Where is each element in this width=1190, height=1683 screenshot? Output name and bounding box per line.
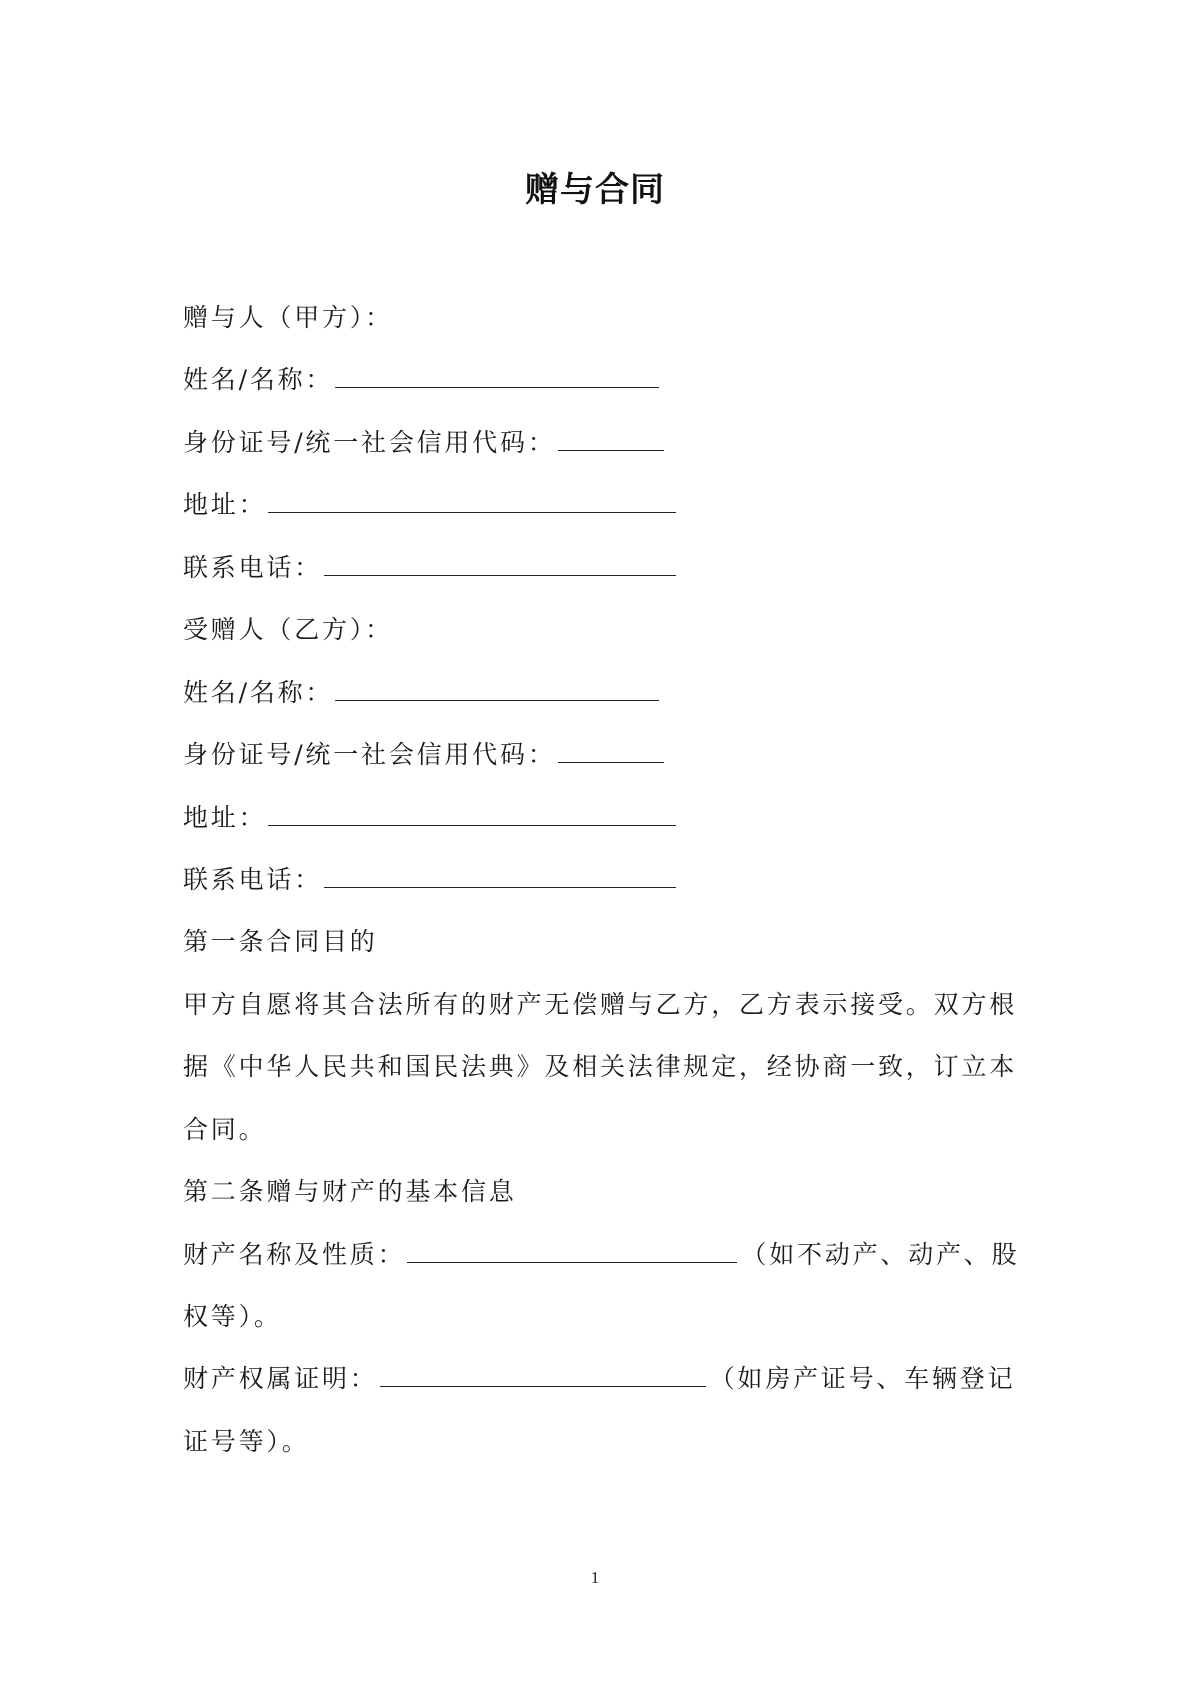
ownership-proof-blank	[380, 1366, 706, 1387]
article1-paragraph-line: 合同。	[183, 1114, 267, 1144]
property-name-label: 财产名称及性质：	[183, 1239, 406, 1269]
document-title: 赠与合同	[525, 170, 665, 210]
donee-name-blank	[335, 680, 659, 701]
donee-address-label: 地址：	[183, 802, 267, 832]
donor-id-blank	[558, 430, 664, 451]
property-name-row	[183, 1224, 1033, 1286]
page-number: 1	[590, 1568, 600, 1587]
donor-address-blank	[268, 492, 676, 513]
article2-heading: 第二条赠与财产的基本信息	[183, 1177, 517, 1207]
article1-paragraph-line: 据《中华人民共和国民法典》及相关法律规定，经协商一致，订立本	[183, 1052, 1018, 1082]
donor-name-label: 姓名/名称：	[183, 365, 334, 395]
donor-name-row	[183, 349, 1033, 411]
article1-paragraph-line: 甲方自愿将其合法所有的财产无偿赠与乙方，乙方表示接受。双方根	[183, 989, 1018, 1019]
donor-phone-row	[183, 537, 1033, 599]
article1-heading: 第一条合同目的	[183, 927, 378, 957]
donor-address-row	[183, 474, 1033, 536]
donee-phone-label: 联系电话：	[183, 864, 323, 894]
donee-name-label: 姓名/名称：	[183, 677, 334, 707]
donee-id-blank	[558, 742, 664, 763]
donor-name-blank	[335, 367, 659, 388]
donor-phone-label: 联系电话：	[183, 552, 323, 582]
donee-address-row	[183, 787, 1033, 849]
donee-name-row	[183, 662, 1033, 724]
property-name-note-cont: 权等）。	[183, 1302, 282, 1331]
donee-phone-blank	[324, 867, 676, 888]
donee-phone-row	[183, 849, 1033, 911]
donor-address-label: 地址：	[183, 490, 267, 520]
ownership-proof-label: 财产权属证明：	[183, 1364, 378, 1394]
donor-id-row	[183, 412, 1033, 474]
donor-phone-blank	[324, 555, 676, 576]
ownership-proof-row	[183, 1348, 1033, 1410]
property-name-note: （如不动产、动产、股	[741, 1239, 1020, 1269]
ownership-proof-note-cont: 证号等）。	[183, 1426, 310, 1456]
document-body	[183, 287, 1033, 1473]
donee-heading: 受赠人（乙方）：	[183, 615, 393, 645]
donee-address-blank	[268, 805, 676, 826]
ownership-proof-note: （如房产证号、车辆登记	[709, 1364, 1016, 1394]
donee-id-row	[183, 724, 1033, 786]
donee-id-label: 身份证号/统一社会信用代码：	[183, 740, 556, 770]
donor-id-label: 身份证号/统一社会信用代码：	[183, 427, 556, 457]
donor-heading: 赠与人（甲方）：	[183, 303, 393, 332]
property-name-blank	[407, 1242, 737, 1263]
